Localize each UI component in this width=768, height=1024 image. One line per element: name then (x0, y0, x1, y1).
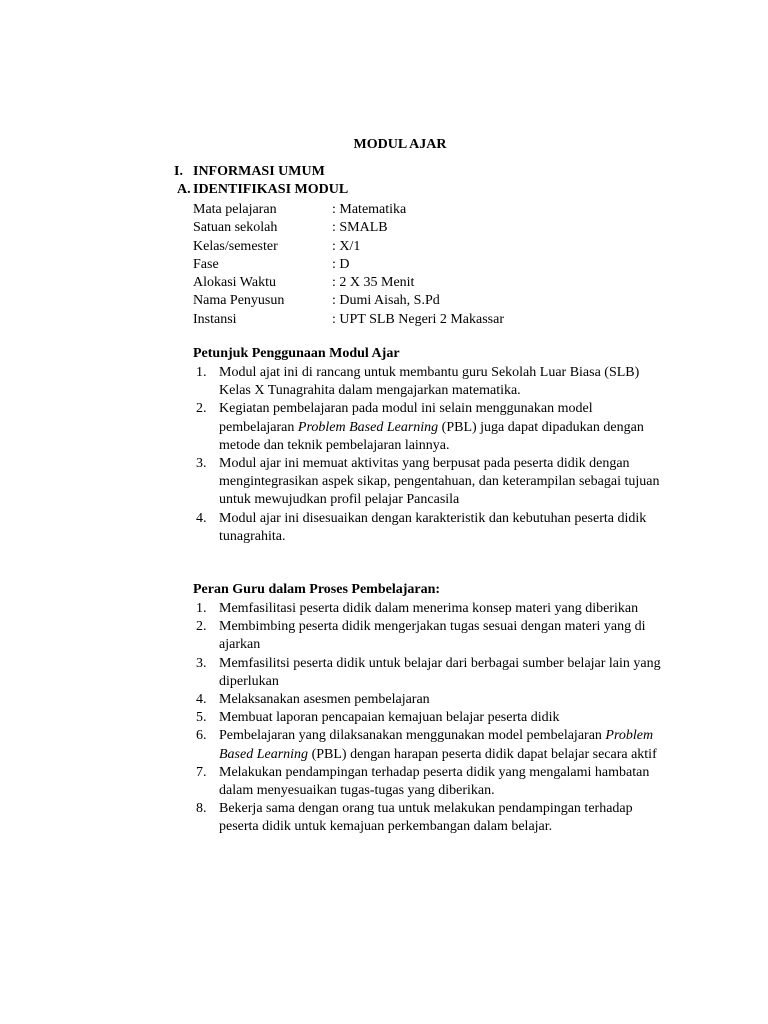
ident-row (193, 256, 504, 274)
ident-value: : SMALB (332, 220, 388, 236)
list-text: Modul ajar ini disesuaikan dengan karakteristik dan kebutuhan peserta didik tunagrahita. (219, 510, 647, 544)
list-number: 6. (196, 728, 207, 744)
list-text: Melaksanakan asesmen pembelajaran (219, 692, 430, 708)
list-number: 4. (196, 692, 207, 708)
ident-value: : D (332, 256, 350, 272)
list-number: 1. (196, 601, 207, 616)
ident-value: : 2 X 35 Menit (332, 275, 415, 291)
ident-key: Fase (193, 256, 219, 272)
ident-key: Mata pelajaran (193, 202, 277, 217)
list-text-continued: (PBL) juga dapat dipadukan dengan metode dan teknik pembelajaran lainnya. (219, 419, 644, 453)
subsection-heading: IDENTIFIKASI MODUL (193, 182, 349, 197)
list-item (193, 764, 663, 800)
list-number: 2. (196, 619, 207, 635)
list-item (193, 400, 663, 455)
list-text: Modul ajar ini memuat aktivitas yang berpusat pada peserta didik dengan mengintegrasikan aspek sikap, pengentahuan, dan keterampilan sebagai tujuan untuk mewujudkan profil pelajar Pancasila (219, 456, 660, 508)
document-title: MODUL AJAR (353, 137, 447, 152)
list-item (193, 510, 663, 546)
list-item (193, 600, 663, 618)
list-text: Membimbing peserta didik mengerjakan tugas sesuai dengan materi yang di ajarkan (219, 619, 646, 653)
list-text: Memfasilitsi peserta didik untuk belajar dari berbagai sumber belajar lain yang diperlukan (219, 655, 661, 689)
ident-key: Nama Penyusun (193, 293, 285, 309)
ident-key: Alokasi Waktu (193, 275, 276, 291)
list-text: Bekerja sama dengan orang tua untuk melakukan pendampingan terhadap peserta didik untuk kemajuan perkembangan dalam belajar. (219, 801, 633, 835)
list-text: Modul ajat ini di rancang untuk membantu guru Sekolah Luar Biasa (SLB) Kelas X Tunagrahita dalam mengajarkan matematika. (219, 365, 640, 399)
section-heading: INFORMASI UMUM (193, 164, 325, 179)
subsection-letter: A. (177, 182, 191, 197)
ident-key: Instansi (193, 311, 237, 327)
ident-row (193, 274, 504, 292)
ident-key: Kelas/semester (193, 238, 278, 254)
list-number: 3. (196, 655, 207, 671)
ident-value: : UPT SLB Negeri 2 Makassar (332, 311, 504, 327)
ident-row (193, 292, 504, 310)
list-number: 2. (196, 401, 207, 417)
list-text-italic: Problem Based Learning (219, 728, 654, 762)
identification-table (193, 201, 504, 329)
ident-row (193, 311, 504, 329)
list-number: 1. (196, 365, 207, 380)
list-text-italic: Problem Based Learning (297, 419, 439, 435)
teacher-role-heading: Peran Guru dalam Proses Pembelajaran: (193, 582, 441, 597)
list-text: Pembelajaran yang dilaksanakan menggunakan model pembelajaran (219, 728, 606, 744)
list-item (193, 691, 663, 709)
ident-row (193, 238, 504, 256)
list-number: 7. (196, 764, 207, 780)
list-text: Kegiatan pembelajaran pada modul ini selain menggunakan model pembelajaran (219, 401, 593, 435)
list-number: 8. (196, 801, 207, 817)
list-item (193, 455, 663, 510)
list-text: Memfasilitasi peserta didik dalam menerima konsep materi yang diberikan (219, 601, 639, 616)
list-number: 4. (196, 510, 207, 526)
list-item (193, 618, 663, 654)
list-item (193, 655, 663, 691)
usage-heading: Petunjuk Penggunaan Modul Ajar (193, 346, 400, 361)
teacher-role-list (193, 600, 663, 837)
ident-row (193, 219, 504, 237)
ident-value: : Matematika (332, 202, 407, 217)
usage-list (193, 364, 663, 546)
list-text-continued: (PBL) dengan harapan peserta didik dapat belajar secara aktif (308, 746, 657, 762)
list-number: 5. (196, 710, 207, 726)
list-number: 3. (196, 456, 207, 472)
list-item (193, 800, 663, 836)
list-item (193, 727, 663, 763)
list-item (193, 364, 663, 400)
ident-value: : Dumi Aisah, S.Pd (332, 293, 440, 309)
ident-value: : X/1 (332, 238, 361, 254)
list-text: Membuat laporan pencapaian kemajuan belajar peserta didik (219, 710, 560, 726)
list-item (193, 709, 663, 727)
ident-row (193, 201, 504, 219)
section-number: I. (174, 164, 183, 179)
list-text: Melakukan pendampingan terhadap peserta didik yang mengalami hambatan dalam menyesuaikan tugas-tugas yang diberikan. (219, 764, 650, 799)
ident-key: Satuan sekolah (193, 220, 278, 236)
